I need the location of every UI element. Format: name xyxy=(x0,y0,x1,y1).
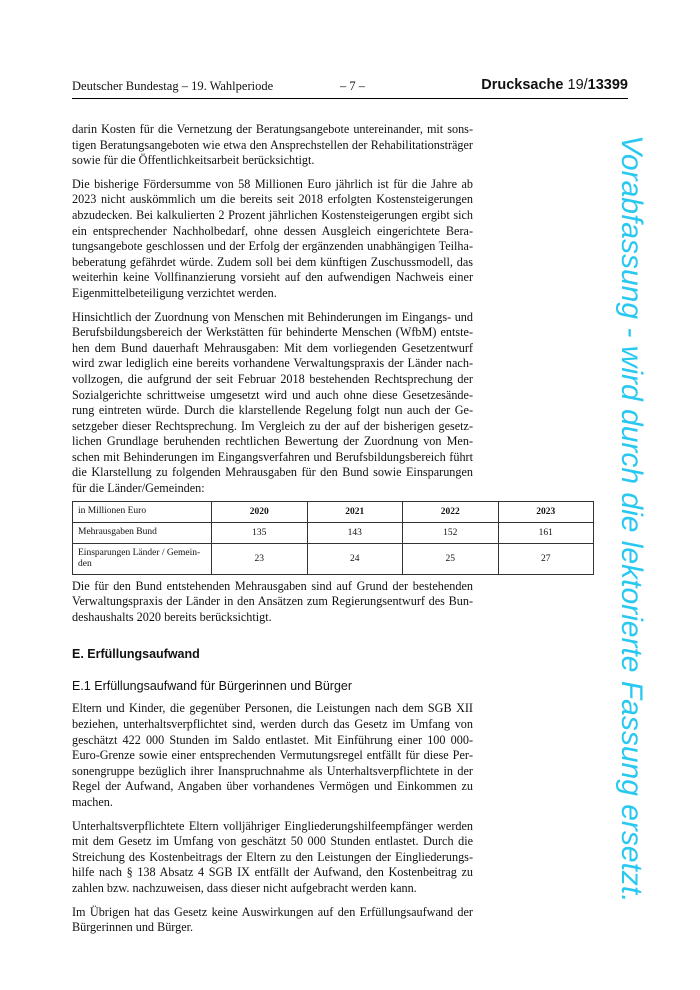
table-header-year: 2023 xyxy=(498,501,594,522)
paragraph-4: Eltern und Kinder, die gegenüber Personen, die Leistungen nach dem SGB XII beziehen, unterhaltsverpflichtet sind, werden durch das Gesetz im Umfang von geschätzt 422 000 Stunden im Saldo entlastet. Mit Einführung einer 100 000-Euro-Grenze sowie einer entsprechenden Vermutungsregel entfällt für diese Personengruppe bezüglich ihrer Inanspruchnahme als Unterhaltsverpflichtete in der Regel der Aufwand, Angaben über vorhandenes Vermögen und Einkommen zu machen. xyxy=(72,701,473,809)
table-cell: 23 xyxy=(212,543,308,574)
draft-watermark: Vorabfassung - wird durch die lektorierte Fassung ersetzt. xyxy=(615,135,648,903)
table-header-row xyxy=(73,501,594,522)
expenditure-table xyxy=(72,501,594,575)
table-cell: 24 xyxy=(307,543,403,574)
table-header-unit: in Millionen Euro xyxy=(73,501,212,522)
table-cell: 143 xyxy=(307,522,403,543)
table-row xyxy=(73,522,594,543)
page-header xyxy=(72,78,628,99)
document-period: 19/ xyxy=(567,77,588,93)
page-number: – 7 – xyxy=(340,79,365,93)
section-heading: E. Erfüllungsaufwand xyxy=(72,647,200,662)
header-parliament: Deutscher Bundestag – 19. Wahlperiode xyxy=(72,79,274,93)
paragraph-1: darin Kosten für die Vernetzung der Beratungsangebote untereinander, mit sonstigen Beratungsangeboten wie etwa den Ansprechstellen der Rehabilitationsträger sowie für die Öffentlichkeitsarbeit berücksichtigt. xyxy=(72,122,473,168)
paragraph-3: Hinsichtlich der Zuordnung von Menschen mit Behinderungen im Eingangs- und Berufsbildungsbereich der Werkstätten für behinderte Menschen (WfbM) entstehen dem Bund dauerhaft Mehrausgaben: Mit dem vorliegenden Gesetzentwurf wird zwar lediglich eine bereits vorhandene Verwaltungspraxis der Länder nachvollzogen, die aufgrund der seit Februar 2018 bestehenden Rechtsprechung der Sozialgerichte schrittweise umgesetzt wird und auch ohne diese Gesetzesänderung eintreten würde. Durch die klarstellende Regelung folgt nun auch der Gesetzgeber dieser Rechtsprechung. Im Vergleich zu der auf der bisherigen gesetzlichen Grundlage beruhenden rechtlichen Bewertung der Zuordnung von Menschen mit Behinderungen im Eingangsverfahren und Berufsbildungsbereich führt die Klarstellung zu folgenden Mehrausgaben für den Bund sowie Einsparungen für die Länder/Gemeinden: xyxy=(72,309,473,496)
table-row xyxy=(73,543,594,574)
table-cell: 27 xyxy=(498,543,594,574)
row-label: Einsparungen Länder / Gemeinden xyxy=(73,543,212,574)
table-cell: 135 xyxy=(212,522,308,543)
document-number xyxy=(481,77,628,93)
paragraph-6: Im Übrigen hat das Gesetz keine Auswirkungen auf den Erfüllungsaufwand der Bürgerinnen und Bürger. xyxy=(72,904,473,935)
subsection-heading: E.1 Erfüllungsaufwand für Bürgerinnen und Bürger xyxy=(72,679,353,694)
paragraph-5: Unterhaltsverpflichtete Eltern volljähriger Eingliederungshilfeempfänger werden mit dem Gesetz im Umfang von geschätzt 50 000 Stunden entlastet. Durch die Streichung des Kostenbeitrags der Eltern zu den Leistungen der Eingliederungshilfe nach § 138 Absatz 4 SGB IX entfällt der Aufwand, den Kostenbeitrag zu zahlen bzw. nachzuweisen, dass dieser nicht aufgebracht werden kann. xyxy=(72,818,473,895)
document-body xyxy=(72,122,556,944)
table-cell: 161 xyxy=(498,522,594,543)
paragraph-2: Die bisherige Fördersumme von 58 Millionen Euro jährlich ist für die Jahre ab 2023 nicht auskömmlich um die bereits seit 2018 erfolgten Kostensteigerungen abzudecken. Bei kalkulierten 2 Prozent jährlichen Kostensteigerungen ergibt sich ein entsprechender Nachholbedarf, ohne dessen Ausgleich eingerichtete Beratungsangebote geschlossen und der Erfolg der ergänzenden unabhängigen Teilhabeberatung gefährdet würde. Zudem soll bei dem künftigen Zuschussmodell, das weiterhin keine Vollfinanzierung vorsieht auf den aufwendigen Nachweis einer Eigenmittelbeteiligung verzichtet werden. xyxy=(72,176,473,300)
table-cell: 25 xyxy=(403,543,499,574)
table-header-year: 2022 xyxy=(403,501,499,522)
table-header-year: 2021 xyxy=(307,501,403,522)
row-label: Mehrausgaben Bund xyxy=(73,522,212,543)
table-header-year: 2020 xyxy=(212,501,308,522)
document-label: Drucksache xyxy=(481,77,564,93)
paragraph-after-table: Die für den Bund entstehenden Mehrausgaben sind auf Grund der bestehenden Verwaltungspraxis der Länder in den Ansätzen zum Regierungsentwurf des Bundeshaushalts 2020 bereits berücksichtigt. xyxy=(72,578,473,624)
table-cell: 152 xyxy=(403,522,499,543)
document-id: 13399 xyxy=(587,77,628,93)
